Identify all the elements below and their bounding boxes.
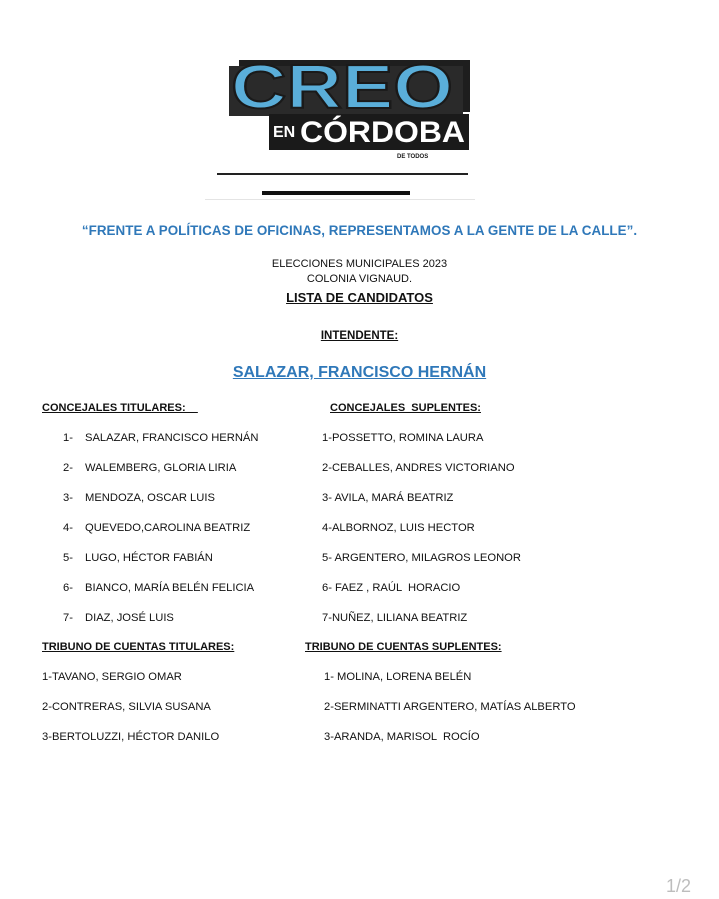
tribuno-suplentes-heading: TRIBUNO DE CUENTAS SUPLENTES:: [305, 641, 502, 653]
page-indicator: 1/2: [665, 876, 691, 896]
list-item: 3- MENDOZA, OSCAR LUIS: [63, 492, 215, 504]
list-item: 3- AVILA, MARÁ BEATRIZ: [322, 492, 454, 504]
list-item: 2-CEBALLES, ANDRES VICTORIANO: [322, 462, 515, 474]
list-item: 2- WALEMBERG, GLORIA LIRIA: [63, 462, 237, 474]
list-item: 1- SALAZAR, FRANCISCO HERNÁN: [63, 432, 259, 444]
list-item: 5- ARGENTERO, MILAGROS LEONOR: [322, 552, 521, 564]
list-title: LISTA DE CANDIDATOS: [286, 290, 433, 305]
slogan: “FRENTE A POLÍTICAS DE OFICINAS, REPRESENTAMOS A LA GENTE DE LA CALLE”.: [81, 223, 638, 238]
logo-divider-top: [217, 173, 468, 175]
svg-text:DE TODOS: DE TODOS: [397, 154, 429, 160]
list-item: 3-BERTOLUZZI, HÉCTOR DANILO: [42, 731, 220, 743]
logo-divider-bottom: [262, 191, 410, 195]
list-item: 1-POSSETTO, ROMINA LAURA: [322, 432, 484, 444]
list-item: 4- QUEVEDO,CAROLINA BEATRIZ: [63, 522, 251, 534]
list-item: 3-ARANDA, MARISOL ROCÍO: [324, 731, 480, 743]
intendente-name: SALAZAR, FRANCISCO HERNÁN: [232, 364, 487, 381]
list-item: 7- DIAZ, JOSÉ LUIS: [63, 612, 174, 624]
list-item: 2-SERMINATTI ARGENTERO, MATÍAS ALBERTO: [324, 701, 576, 713]
election-title: ELECCIONES MUNICIPALES 2023: [271, 258, 448, 270]
list-item: 5- LUGO, HÉCTOR FABIÁN: [63, 552, 213, 564]
concejales-titulares-heading: CONCEJALES TITULARES:: [42, 402, 198, 414]
logo-graphic: [205, 52, 477, 172]
svg-text:CÓRDOBA: CÓRDOBA: [300, 116, 455, 149]
list-item: 1-TAVANO, SERGIO OMAR: [42, 671, 182, 683]
concejales-suplentes-heading: CONCEJALES SUPLENTES:: [330, 402, 481, 414]
list-item: 6- FAEZ , RAÚL HORACIO: [322, 582, 461, 594]
logo-divider-faint: [205, 199, 475, 200]
intendente-label: INTENDENTE:: [320, 330, 399, 342]
creo-en-cordoba-logo: [205, 52, 477, 202]
list-item: 6- BIANCO, MARÍA BELÉN FELICIA: [63, 582, 255, 594]
tribuno-titulares-heading: TRIBUNO DE CUENTAS TITULARES:: [42, 641, 235, 653]
list-item: 7-NUÑEZ, LILIANA BEATRIZ: [322, 612, 468, 624]
election-location: COLONIA VIGNAUD.: [306, 273, 413, 285]
list-item: 2-CONTRERAS, SILVIA SUSANA: [42, 701, 211, 713]
list-item: 4-ALBORNOZ, LUIS HECTOR: [322, 522, 475, 534]
svg-text:EN: EN: [273, 124, 296, 141]
svg-text:CREO: CREO: [231, 53, 453, 122]
list-item: 1- MOLINA, LORENA BELÉN: [324, 671, 472, 683]
